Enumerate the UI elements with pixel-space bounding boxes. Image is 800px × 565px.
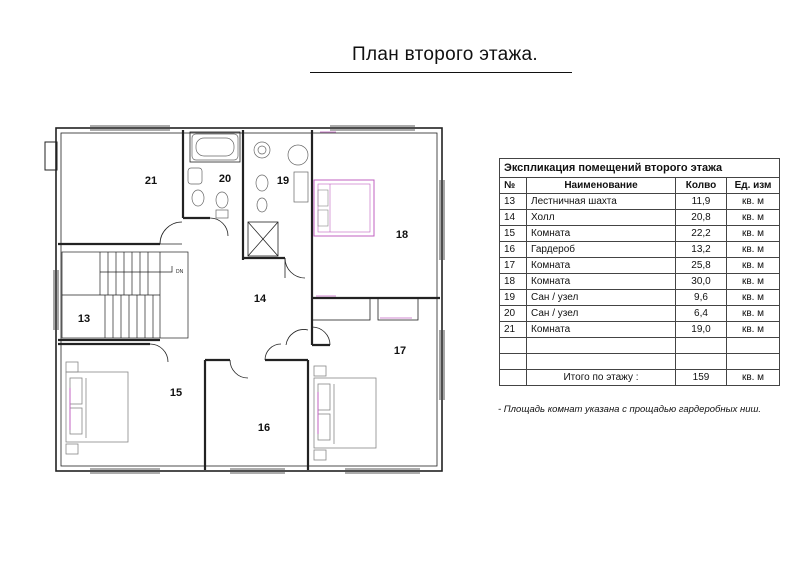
cell-qty: 25,8 [676,258,727,274]
header-number: № [500,178,527,194]
cell-name: Комната [527,258,676,274]
room-label-20: 20 [218,173,232,185]
header-unit: Ед. изм [727,178,780,194]
cell-number: 19 [500,290,527,306]
outer-wall [56,128,442,471]
toilet [192,190,204,206]
cell-number: 21 [500,322,527,338]
stair-mark: DN [176,269,184,275]
cell-unit: кв. м [727,306,780,322]
cell-qty: 9,6 [676,290,727,306]
cell-number: 20 [500,306,527,322]
table-row-empty [500,354,780,370]
cell-name: Комната [527,322,676,338]
cell-number: 18 [500,274,527,290]
sink [188,168,202,184]
cell-name: Гардероб [527,242,676,258]
table-row [500,322,780,338]
room-label-19: 19 [276,175,290,187]
cell-name: Комната [527,226,676,242]
cell-name: Комната [527,274,676,290]
table-row [500,258,780,274]
room-label-15: 15 [169,387,183,399]
bed-18 [314,180,374,236]
cell-name: Лестничная шахта [527,194,676,210]
bed-17 [314,378,376,448]
room-label-14: 14 [253,293,267,305]
cell-unit: кв. м [727,242,780,258]
cell-number: 17 [500,258,527,274]
room-label-18: 18 [395,229,409,241]
bed-15 [66,372,128,442]
cell-qty: 30,0 [676,274,727,290]
cell-name: Сан / узел [527,290,676,306]
table-row-empty [500,338,780,354]
cell-unit: кв. м [727,290,780,306]
explication-table-wrap [499,158,780,386]
cell-qty: 22,2 [676,226,727,242]
cell-unit: кв. м [727,258,780,274]
cell-name: Холл [527,210,676,226]
table-row [500,242,780,258]
total-unit: кв. м [727,370,780,386]
cell-qty: 11,9 [676,194,727,210]
table-row [500,226,780,242]
room-label-21: 21 [144,175,158,187]
explication-table [499,158,780,386]
total-value: 159 [676,370,727,386]
cell-unit: кв. м [727,274,780,290]
table-caption: Экспликация помещений второго этажа [500,159,780,178]
cell-number: 15 [500,226,527,242]
table-row [500,274,780,290]
outer-wall-inner [61,133,437,466]
cell-qty: 6,4 [676,306,727,322]
room-label-13: 13 [77,313,91,325]
footnote: - Площадь комнат указана с прощадью гардеробных ниш. [498,404,762,415]
cell-qty: 13,2 [676,242,727,258]
table-row [500,290,780,306]
cell-qty: 20,8 [676,210,727,226]
table-row [500,210,780,226]
cell-unit: кв. м [727,194,780,210]
table-total-row [500,370,780,386]
total-label: Итого по этажу : [527,370,676,386]
cell-number: 14 [500,210,527,226]
table-header-row [500,178,780,194]
cell-unit: кв. м [727,322,780,338]
table-row [500,194,780,210]
cell-unit: кв. м [727,210,780,226]
cell-name: Сан / узел [527,306,676,322]
room-label-16: 16 [257,422,271,434]
header-name: Наименование [527,178,676,194]
cell-qty: 19,0 [676,322,727,338]
header-qty: Колво [676,178,727,194]
cell-number: 16 [500,242,527,258]
cell-unit: кв. м [727,226,780,242]
cell-number: 13 [500,194,527,210]
page-title: План второго этажа. [352,44,538,65]
room-label-17: 17 [393,345,407,357]
sink-round [254,142,270,158]
table-row [500,306,780,322]
